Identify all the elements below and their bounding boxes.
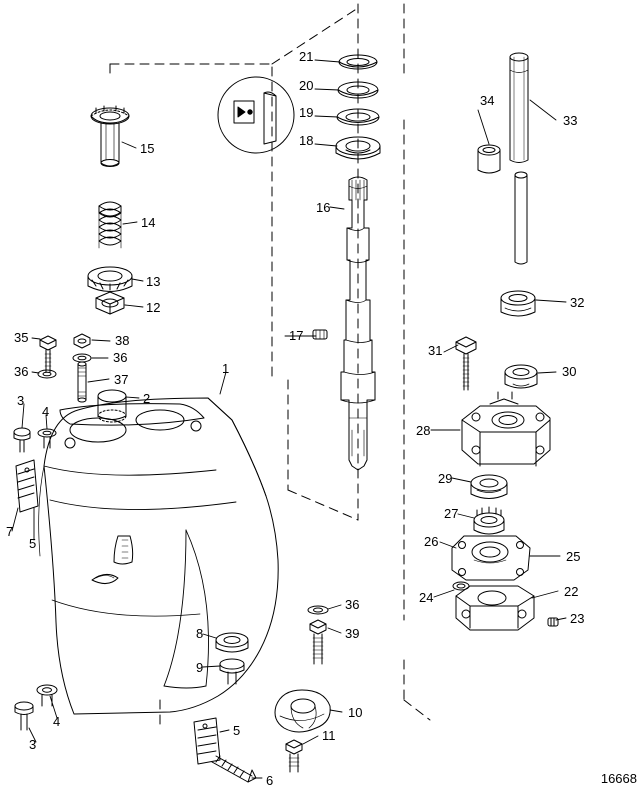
part-38-nut <box>74 334 90 348</box>
part-26-gear-housing <box>452 536 530 580</box>
callout-10: 10 <box>348 705 363 720</box>
part-32-bushing <box>501 291 535 316</box>
callout-25: 25 <box>566 549 581 564</box>
exploded-guide-lines <box>110 4 430 730</box>
callout-9: 9 <box>196 660 204 675</box>
part-37-stud <box>78 362 86 402</box>
part-31-bolt <box>456 337 476 390</box>
part-8-trim-washer <box>216 633 248 652</box>
callout-3-b: 3 <box>29 737 37 752</box>
callout-13: 13 <box>146 274 161 289</box>
callout-21: 21 <box>299 49 314 64</box>
part-29-bearing <box>471 475 507 499</box>
callout-17: 17 <box>289 328 304 343</box>
callout-16: 16 <box>316 200 331 215</box>
part-14-spring <box>99 202 121 248</box>
part-35-bolt <box>40 336 56 372</box>
part-3-screw-lower <box>15 702 33 730</box>
callout-11: 11 <box>322 728 336 743</box>
callout-8: 8 <box>196 626 204 641</box>
callout-38: 38 <box>115 333 130 348</box>
callout-1: 1 <box>222 361 230 376</box>
part-27-pinion-gear <box>474 507 504 534</box>
part-34-bushing <box>478 145 500 173</box>
part-9-screw <box>220 659 244 684</box>
callout-29: 29 <box>438 471 453 486</box>
callout-18: 18 <box>299 133 314 148</box>
callout-32: 32 <box>570 295 585 310</box>
callout-31: 31 <box>428 343 443 358</box>
callout-33: 33 <box>563 113 578 128</box>
callout-23: 23 <box>570 611 585 626</box>
part-36-washer-c <box>308 606 328 614</box>
part-23-pin <box>548 618 558 626</box>
callout-27: 27 <box>444 506 459 521</box>
part-36-washer-b <box>38 370 56 378</box>
part-12-nut <box>96 292 124 314</box>
callout-20: 20 <box>299 78 314 93</box>
part-30-cap <box>505 365 537 388</box>
callout-5-a: 5 <box>29 536 37 551</box>
callout-4-a: 4 <box>42 404 50 419</box>
part-15-shaft <box>91 106 129 167</box>
callout-24: 24 <box>419 590 434 605</box>
part-36-washer-a <box>73 354 91 362</box>
drawing-number: 16668 <box>600 771 637 786</box>
callout-36-c: 36 <box>345 597 360 612</box>
part-22-lower-housing <box>456 586 534 630</box>
part-39-bolt <box>310 620 326 664</box>
detail-view-circle <box>218 77 294 153</box>
callout-15: 15 <box>140 141 155 156</box>
callout-39: 39 <box>345 626 360 641</box>
leader-lines <box>12 60 566 778</box>
callout-2: 2 <box>143 391 151 406</box>
part-33-rod <box>515 172 527 264</box>
part-13-bearing <box>88 267 132 292</box>
callout-35: 35 <box>14 330 29 345</box>
callout-30: 30 <box>562 364 577 379</box>
callout-36-b: 36 <box>14 364 29 379</box>
part-17-pin <box>313 330 327 339</box>
callout-14: 14 <box>141 215 156 230</box>
part-3-screw-upper <box>14 428 30 452</box>
callout-28: 28 <box>416 423 431 438</box>
part-5-anode-left <box>16 460 38 512</box>
part-4-washer-lower <box>37 685 57 706</box>
callout-34: 34 <box>480 93 495 108</box>
callout-37: 37 <box>114 372 129 387</box>
part-10-impeller-housing <box>275 690 330 732</box>
part-5-anode-lower <box>194 718 220 764</box>
callout-3-a: 3 <box>17 393 25 408</box>
part-28-bearing-carrier <box>462 392 550 466</box>
part-33-shift-shaft <box>510 53 528 163</box>
callout-12: 12 <box>146 300 161 315</box>
callout-22: 22 <box>564 584 579 599</box>
part-11-bolt <box>286 740 302 772</box>
callout-26: 26 <box>424 534 439 549</box>
part-2-bushing <box>98 390 126 422</box>
callout-5-b: 5 <box>233 723 241 738</box>
callout-7: 7 <box>6 524 14 539</box>
callout-6: 6 <box>266 773 274 788</box>
callout-4-b: 4 <box>53 714 61 729</box>
callout-19: 19 <box>299 105 314 120</box>
callout-36-a: 36 <box>113 350 128 365</box>
